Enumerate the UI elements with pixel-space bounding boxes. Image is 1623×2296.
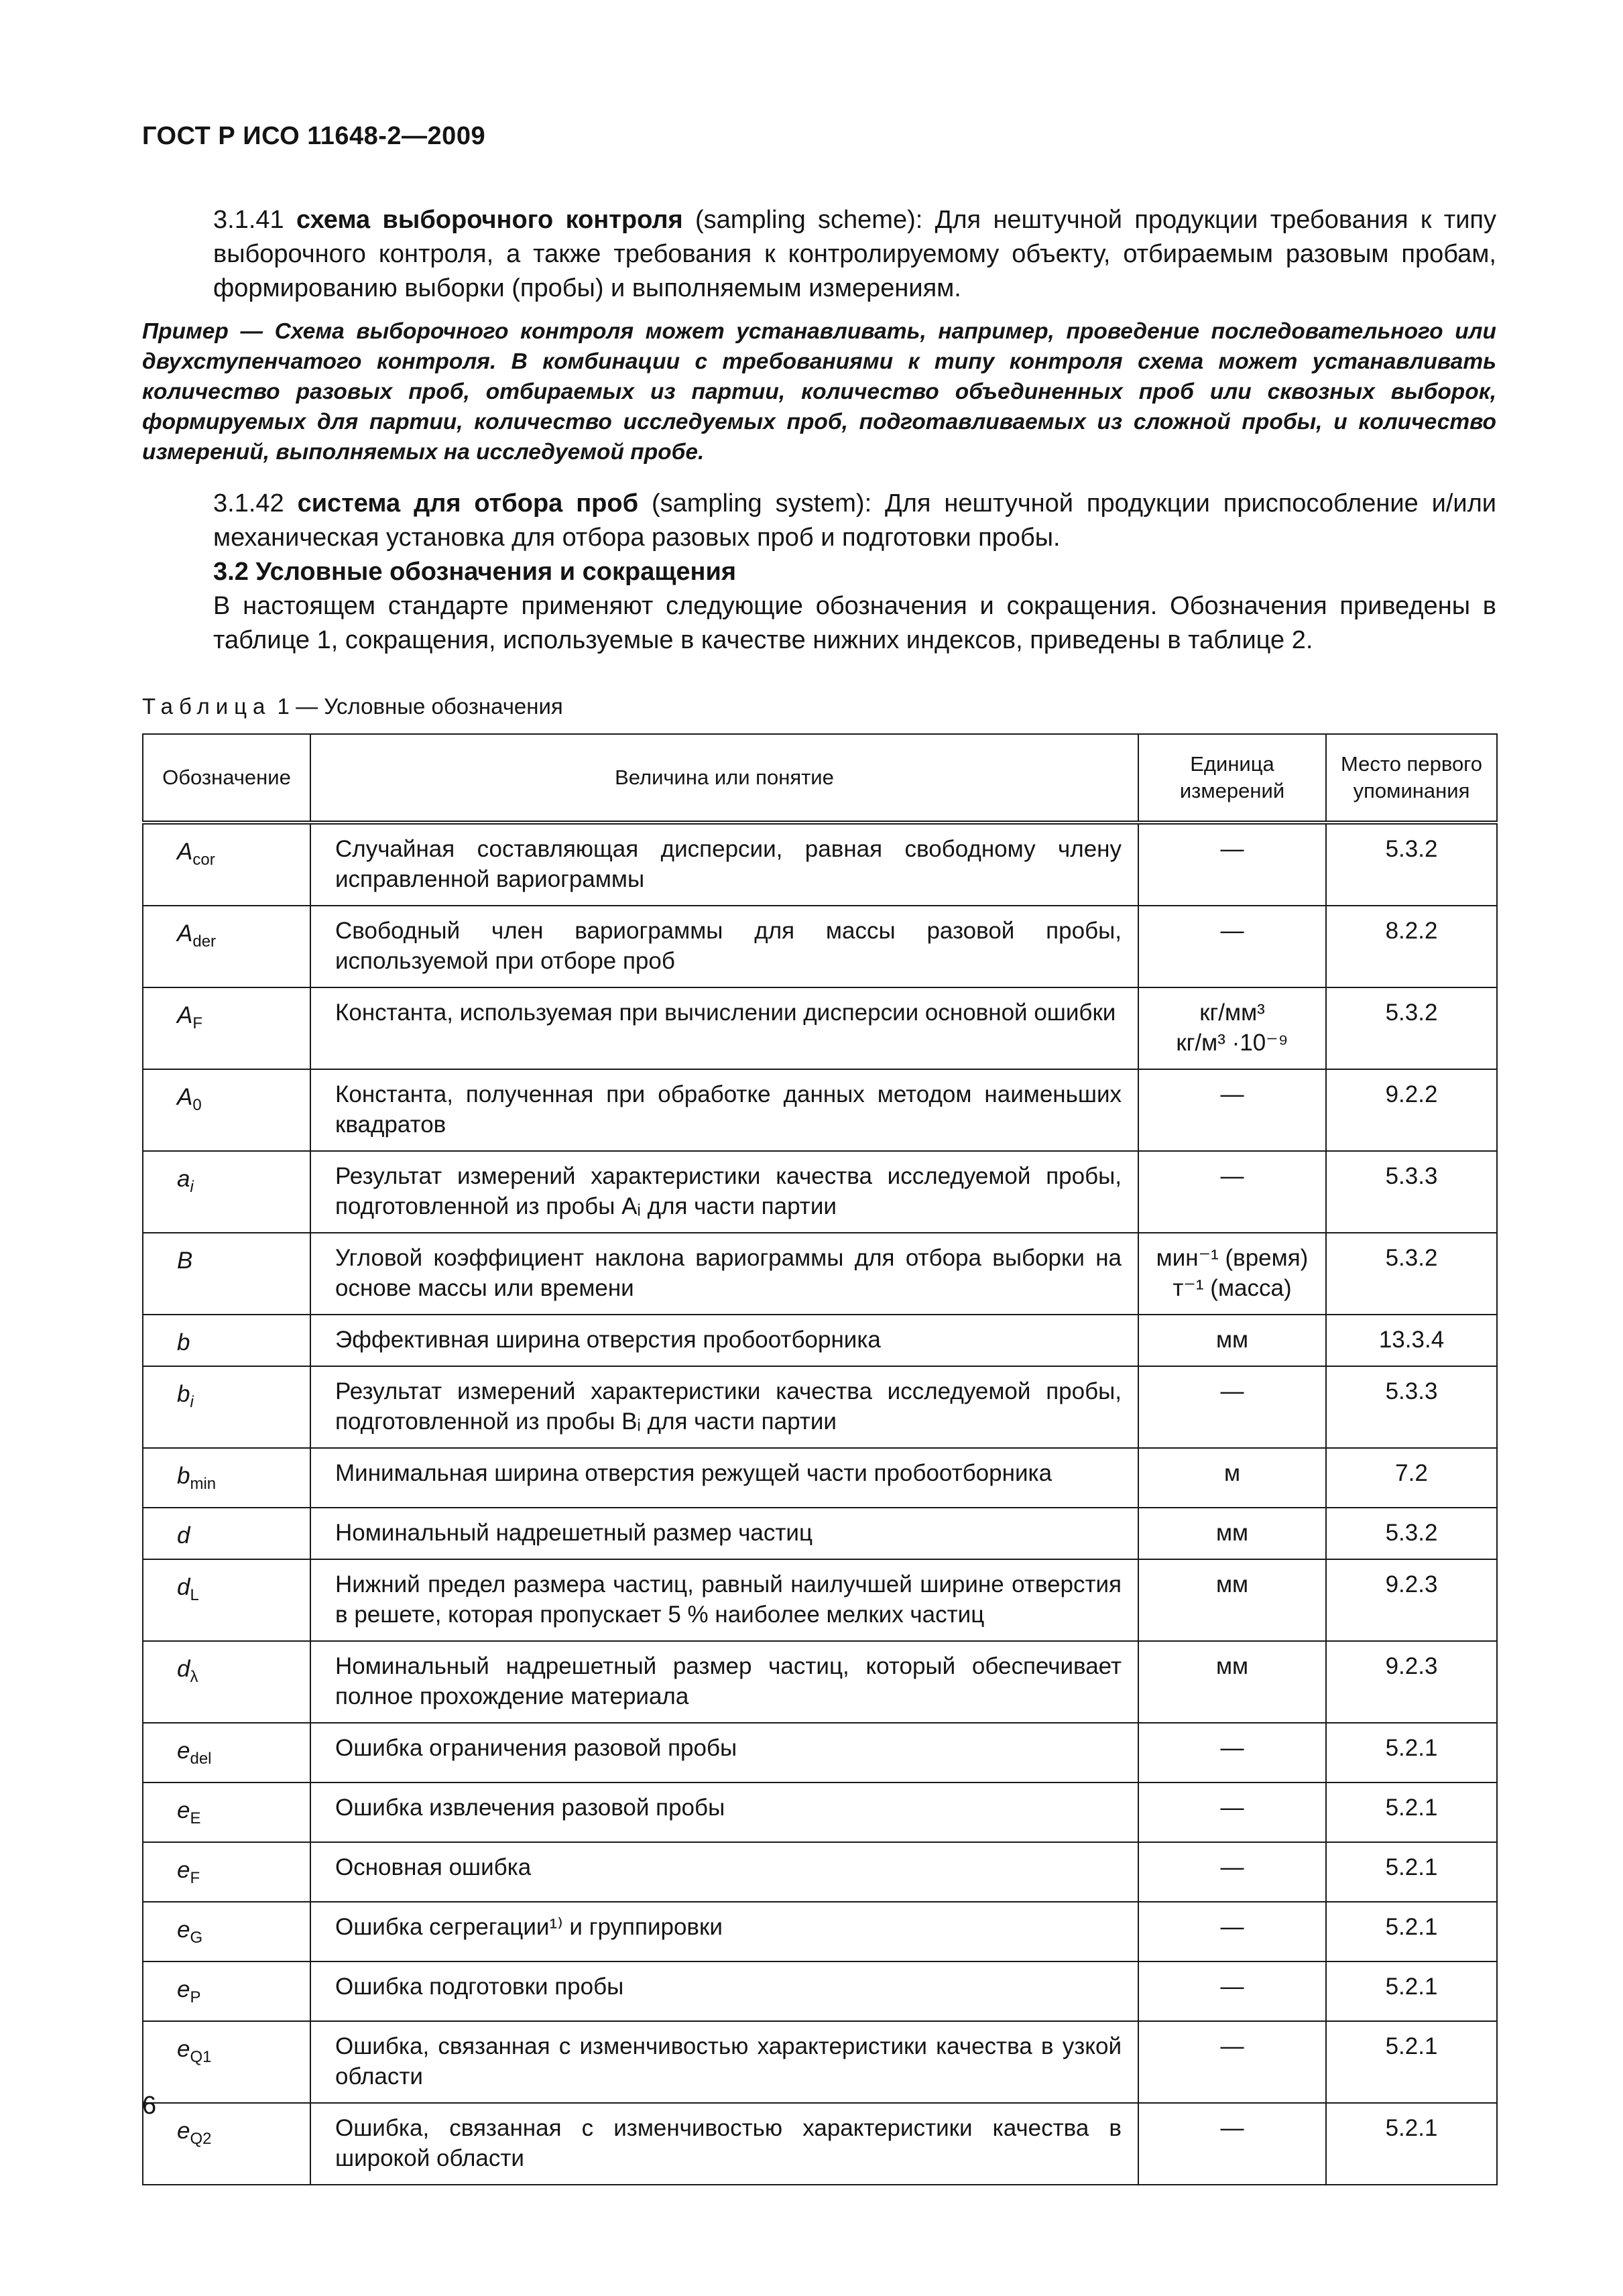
symbol-subscript: cor <box>192 851 215 869</box>
cell-ref: 9.2.3 <box>1326 1641 1497 1723</box>
cell-unit <box>1138 1559 1326 1641</box>
cell-quantity: Ошибка сегрегации¹⁾ и группировки <box>310 1902 1138 1961</box>
definition-3-1-42 <box>142 487 1496 555</box>
symbol-letter: e <box>177 1797 190 1823</box>
example-note: Пример — Схема выборочного контроля может устанавливать, например, проведение последовательного или двухступенчатого контроля. В комбинации с требованиями к типу контроля схема может устанавливать количество разовых проб, отбираемых из партии, количество объединенных проб или сквозных выборок, формируемых для партии, количество исследуемых проб, подготавливаемых из сложной пробы, и количество измерений, выполняемых на исследуемой пробе. <box>142 319 1496 465</box>
unit-line: — <box>1220 1795 1244 1821</box>
table-row <box>143 1448 1497 1508</box>
cell-unit <box>1138 987 1326 1069</box>
cell-symbol <box>143 2021 310 2103</box>
symbol-subscript: F <box>192 1014 203 1032</box>
unit-line: — <box>1220 2033 1244 2059</box>
cell-symbol <box>143 1315 310 1366</box>
cell-unit <box>1138 1366 1326 1448</box>
cell-quantity: Константа, полученная при обработке данных методом наименьших квадратов <box>310 1069 1138 1151</box>
unit-line: — <box>1220 1163 1244 1189</box>
page-number: 6 <box>142 2092 157 2120</box>
table-caption <box>142 691 563 721</box>
cell-symbol <box>143 1842 310 1902</box>
cell-unit <box>1138 1233 1326 1315</box>
table-row <box>143 1723 1497 1783</box>
symbol-letter: B <box>177 1248 193 1274</box>
cell-unit <box>1138 1842 1326 1902</box>
unit-line: — <box>1220 836 1244 862</box>
cell-ref: 5.3.3 <box>1326 1366 1497 1448</box>
cell-symbol <box>143 1961 310 2021</box>
symbol-letter: d <box>177 1574 190 1600</box>
table-row <box>143 1902 1497 1961</box>
cell-ref: 7.2 <box>1326 1448 1497 1508</box>
header-unit: Единица измерений <box>1138 734 1326 823</box>
symbol-letter: d <box>177 1522 190 1549</box>
symbol-subscript: Q1 <box>190 2048 212 2066</box>
table-caption-text: 1 — Условные обозначения <box>271 694 563 719</box>
symbol-subscript: Q2 <box>190 2130 212 2148</box>
cell-symbol <box>143 1783 310 1842</box>
cell-quantity: Ошибка, связанная с изменчивостью характеристики качества в широкой области <box>310 2103 1138 2185</box>
cell-quantity: Ошибка подготовки пробы <box>310 1961 1138 2021</box>
symbol-letter: e <box>177 2118 190 2144</box>
symbol-subscript: F <box>190 1869 200 1887</box>
cell-symbol <box>143 1069 310 1151</box>
cell-unit <box>1138 1448 1326 1508</box>
symbol-letter: A <box>177 1084 193 1110</box>
definition-english: (sampling system) <box>651 489 865 518</box>
symbol-subscript: der <box>192 932 217 951</box>
cell-unit <box>1138 1151 1326 1233</box>
symbol-letter: b <box>177 1463 190 1489</box>
unit-line: — <box>1220 1854 1244 1880</box>
symbol-subscript: min <box>190 1475 217 1493</box>
symbol-subscript: i <box>190 1393 194 1411</box>
symbol-letter: e <box>177 1738 190 1764</box>
table-row <box>143 1842 1497 1902</box>
cell-ref: 5.3.3 <box>1326 1151 1497 1233</box>
table-body <box>143 823 1497 2185</box>
unit-line: мм <box>1215 1653 1249 1679</box>
cell-symbol <box>143 1366 310 1448</box>
document-header: ГОСТ Р ИСО 11648-2—2009 <box>142 122 486 150</box>
symbol-subscript: del <box>190 1750 212 1768</box>
unit-line: мм <box>1215 1327 1249 1353</box>
cell-ref: 8.2.2 <box>1326 906 1497 987</box>
cell-symbol <box>143 1508 310 1559</box>
cell-quantity: Ошибка ограничения разовой пробы <box>310 1723 1138 1783</box>
unit-line: — <box>1220 918 1244 944</box>
table-row <box>143 1783 1497 1842</box>
cell-unit <box>1138 1508 1326 1559</box>
cell-quantity: Минимальная ширина отверстия режущей части пробоотборника <box>310 1448 1138 1508</box>
symbol-subscript: λ <box>190 1668 198 1686</box>
table-header-row <box>143 734 1497 823</box>
symbol-subscript: i <box>190 1178 194 1196</box>
cell-unit <box>1138 2021 1326 2103</box>
table-row <box>143 987 1497 1069</box>
unit-line: мин⁻¹ (время) <box>1156 1245 1309 1271</box>
cell-quantity: Ошибка извлечения разовой пробы <box>310 1783 1138 1842</box>
cell-ref: 9.2.3 <box>1326 1559 1497 1641</box>
cell-quantity: Константа, используемая при вычислении дисперсии основной ошибки <box>310 987 1138 1069</box>
symbol-letter: e <box>177 1857 190 1883</box>
table-row <box>143 1233 1497 1315</box>
unit-line: кг/м³ ·10⁻⁹ <box>1176 1030 1288 1056</box>
symbol-letter: A <box>177 1002 193 1028</box>
cell-ref: 5.3.2 <box>1326 823 1497 906</box>
section-paragraph <box>142 589 1496 658</box>
symbol-subscript: G <box>190 1929 203 1947</box>
section-paragraph-text: В настоящем стандарте применяют следующие обозначения и сокращения. Обозначения приведены в таблице 1, сокращения, используемые в качестве нижних индексов, приведены в таблице 2. <box>213 592 1496 654</box>
cell-ref: 5.2.1 <box>1326 1842 1497 1902</box>
cell-quantity: Номинальный надрешетный размер частиц <box>310 1508 1138 1559</box>
cell-unit <box>1138 1641 1326 1723</box>
unit-line: — <box>1220 1735 1244 1761</box>
cell-ref: 5.2.1 <box>1326 2021 1497 2103</box>
unit-line: м <box>1223 1460 1241 1486</box>
cell-ref: 5.2.1 <box>1326 1961 1497 2021</box>
table-row <box>143 1315 1497 1366</box>
unit-line: кг/мм³ <box>1199 1000 1265 1026</box>
symbol-letter: e <box>177 1976 190 2002</box>
cell-unit <box>1138 1315 1326 1366</box>
cell-unit <box>1138 1069 1326 1151</box>
unit-line: мм <box>1215 1571 1249 1597</box>
cell-unit <box>1138 906 1326 987</box>
cell-ref: 5.2.1 <box>1326 1783 1497 1842</box>
table-row <box>143 1559 1497 1641</box>
cell-symbol <box>143 823 310 906</box>
cell-ref: 5.2.1 <box>1326 1902 1497 1961</box>
cell-quantity: Результат измерений характеристики качества исследуемой пробы, подготовленной из пробы Aᵢ для части партии <box>310 1151 1138 1233</box>
symbol-subscript: E <box>190 1809 201 1827</box>
cell-symbol <box>143 1151 310 1233</box>
cell-unit <box>1138 823 1326 906</box>
cell-symbol <box>143 1559 310 1641</box>
unit-line: — <box>1220 1974 1244 2000</box>
cell-ref: 5.3.2 <box>1326 1233 1497 1315</box>
symbol-letter: A <box>177 920 193 947</box>
cell-quantity: Случайная составляющая дисперсии, равная свободному члену исправленной вариограммы <box>310 823 1138 906</box>
unit-line: — <box>1220 1914 1244 1940</box>
cell-quantity: Основная ошибка <box>310 1842 1138 1902</box>
cell-unit <box>1138 1961 1326 2021</box>
cell-ref: 5.3.2 <box>1326 1508 1497 1559</box>
table-row <box>143 2021 1497 2103</box>
cell-symbol <box>143 987 310 1069</box>
cell-ref: 5.2.1 <box>1326 1723 1497 1783</box>
cell-symbol <box>143 1723 310 1783</box>
table-row <box>143 2103 1497 2185</box>
symbol-subscript: L <box>190 1586 199 1604</box>
symbol-subscript: 0 <box>192 1096 202 1114</box>
cell-symbol <box>143 1641 310 1723</box>
table-row <box>143 823 1497 906</box>
definition-number: 3.1.42 <box>213 489 284 518</box>
cell-quantity: Ошибка, связанная с изменчивостью характеристики качества в узкой области <box>310 2021 1138 2103</box>
cell-quantity: Свободный член вариограммы для массы разовой пробы, используемой при отборе проб <box>310 906 1138 987</box>
symbol-letter: e <box>177 1917 190 1943</box>
table-row <box>143 1641 1497 1723</box>
symbols-table <box>142 733 1498 2185</box>
symbol-subscript: P <box>190 1988 201 2006</box>
cell-quantity: Угловой коэффициент наклона вариограммы для отбора выборки на основе массы или времени <box>310 1233 1138 1315</box>
definition-term: схема выборочного контроля <box>296 206 683 234</box>
section-heading: 3.2 Условные обозначения и сокращения <box>213 558 737 586</box>
unit-line: т⁻¹ (масса) <box>1173 1275 1292 1301</box>
table-row <box>143 1151 1497 1233</box>
cell-quantity: Номинальный надрешетный размер частиц, который обеспечивает полное прохождение материала <box>310 1641 1138 1723</box>
unit-line: — <box>1220 1081 1244 1107</box>
table-row <box>143 906 1497 987</box>
cell-quantity: Результат измерений характеристики качества исследуемой пробы, подготовленной из пробы Bᵢ для части партии <box>310 1366 1138 1448</box>
cell-symbol <box>143 2103 310 2185</box>
table-row <box>143 1508 1497 1559</box>
cell-symbol <box>143 906 310 987</box>
definition-text: : Для нештучной продукции требования к типу выборочного контроля, а также требования к контролируемому объекту, отбираемым разовым пробам, формированию выборки (пробы) и выполняемым измерениям. <box>213 206 1496 302</box>
definition-3-1-41 <box>142 203 1496 306</box>
header-ref: Место первого упоминания <box>1326 734 1497 823</box>
symbol-letter: A <box>177 839 193 865</box>
symbol-letter: b <box>177 1329 190 1355</box>
cell-quantity: Эффективная ширина отверстия пробоотборника <box>310 1315 1138 1366</box>
symbol-letter: a <box>177 1166 190 1192</box>
definition-number: 3.1.41 <box>213 206 284 234</box>
cell-symbol <box>143 1233 310 1315</box>
cell-unit <box>1138 2103 1326 2185</box>
definition-term: система для отбора проб <box>297 489 639 518</box>
cell-quantity: Нижний предел размера частиц, равный наилучшей ширине отверстия в решете, которая пропускает 5 % наиболее мелких частиц <box>310 1559 1138 1641</box>
cell-ref: 5.3.2 <box>1326 987 1497 1069</box>
unit-line: — <box>1220 2115 1244 2141</box>
cell-unit <box>1138 1902 1326 1961</box>
cell-unit <box>1138 1783 1326 1842</box>
symbol-letter: b <box>177 1381 190 1407</box>
cell-ref: 9.2.2 <box>1326 1069 1497 1151</box>
table-row <box>143 1366 1497 1448</box>
definition-text: : Для нештучной продукции приспособление и/или механическая установка для отбора разовых проб и подготовки пробы. <box>213 489 1497 552</box>
table-caption-label: Таблица <box>142 694 272 719</box>
definition-english: (sampling scheme) <box>695 206 916 234</box>
cell-ref: 13.3.4 <box>1326 1315 1497 1366</box>
cell-symbol <box>143 1902 310 1961</box>
table-row <box>143 1961 1497 2021</box>
cell-ref: 5.2.1 <box>1326 2103 1497 2185</box>
header-quantity: Величина или понятие <box>310 734 1138 823</box>
header-symbol: Обозначение <box>143 734 310 823</box>
unit-line: мм <box>1215 1520 1249 1546</box>
cell-symbol <box>143 1448 310 1508</box>
cell-unit <box>1138 1723 1326 1783</box>
symbol-letter: e <box>177 2036 190 2062</box>
symbol-letter: d <box>177 1656 190 1682</box>
unit-line: — <box>1220 1378 1244 1404</box>
table-row <box>143 1069 1497 1151</box>
